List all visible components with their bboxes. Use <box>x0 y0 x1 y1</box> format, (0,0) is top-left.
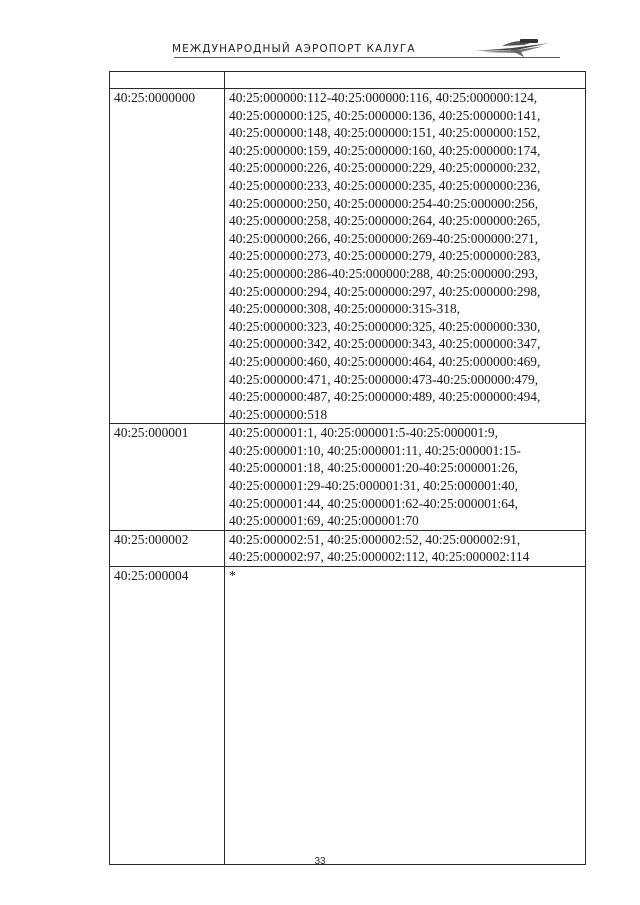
quarter-cell: 40:25:0000000 <box>110 89 225 424</box>
airplane-logo-icon <box>472 37 552 59</box>
header-title: МЕЖДУНАРОДНЫЙ АЭРОПОРТ КАЛУГА <box>172 43 416 55</box>
table-row <box>110 424 586 531</box>
header-rule <box>174 57 560 58</box>
table-row <box>110 530 586 566</box>
table-row <box>110 567 586 865</box>
parcels-table <box>109 71 586 865</box>
parcels-cell: 40:25:000001:1, 40:25:000001:5-40:25:000001:9, 40:25:000001:10, 40:25:000001:11, 40:25:000001:15- 40:25:000001:18, 40:25:000001:20-40:25:000001:26, 40:25:000001:29-40:25:000001:31, 40:25:000001:40, 40:25:000001:44, 40:25:000001:62-40:25:000001:64, 40:25:000001:69, 40:25:000001:70 <box>225 424 586 531</box>
quarter-cell: 40:25:000002 <box>110 530 225 566</box>
quarter-cell: 40:25:000004 <box>110 567 225 865</box>
parcels-cell: 40:25:000000:112-40:25:000000:116, 40:25:000000:124, 40:25:000000:125, 40:25:000000:136, 40:25:000000:141, 40:25:000000:148, 40:25:000000:151, 40:25:000000:152, 40:25:000000:159, 40:25:000000:160, 40:25:000000:174, 40:25:000000:226, 40:25:000000:229, 40:25:000000:232, 40:25:000000:233, 40:25:000000:235, 40:25:000000:236, 40:25:000000:250, 40:25:000000:254-40:25:000000:256, 40:25:000000:258, 40:25:000000:264, 40:25:000000:265, 40:25:000000:266, 40:25:000000:269-40:25:000000:271, 40:25:000000:273, 40:25:000000:279, 40:25:000000:283, 40:25:000000:286-40:25:000000:288, 40:25:000000:293, 40:25:000000:294, 40:25:000000:297, 40:25:000000:298, 40:25:000000:308, 40:25:000000:315-318, 40:25:000000:323, 40:25:000000:325, 40:25:000000:330, 40:25:000000:342, 40:25:000000:343, 40:25:000000:347, 40:25:000000:460, 40:25:000000:464, 40:25:000000:469, 40:25:000000:471, 40:25:000000:473-40:25:000000:479, 40:25:000000:487, 40:25:000000:489, 40:25:000000:494, 40:25:000000:518 <box>225 89 586 424</box>
table-header-row <box>110 72 586 89</box>
table-header-cell <box>225 72 586 89</box>
parcels-cell: * <box>225 567 586 865</box>
quarter-cell: 40:25:000001 <box>110 424 225 531</box>
page-number: 33 <box>314 856 326 867</box>
table-row <box>110 89 586 424</box>
table-header-cell <box>110 72 225 89</box>
page-header <box>0 0 640 70</box>
parcels-cell: 40:25:000002:51, 40:25:000002:52, 40:25:000002:91, 40:25:000002:97, 40:25:000002:112, 40:25:000002:114 <box>225 530 586 566</box>
